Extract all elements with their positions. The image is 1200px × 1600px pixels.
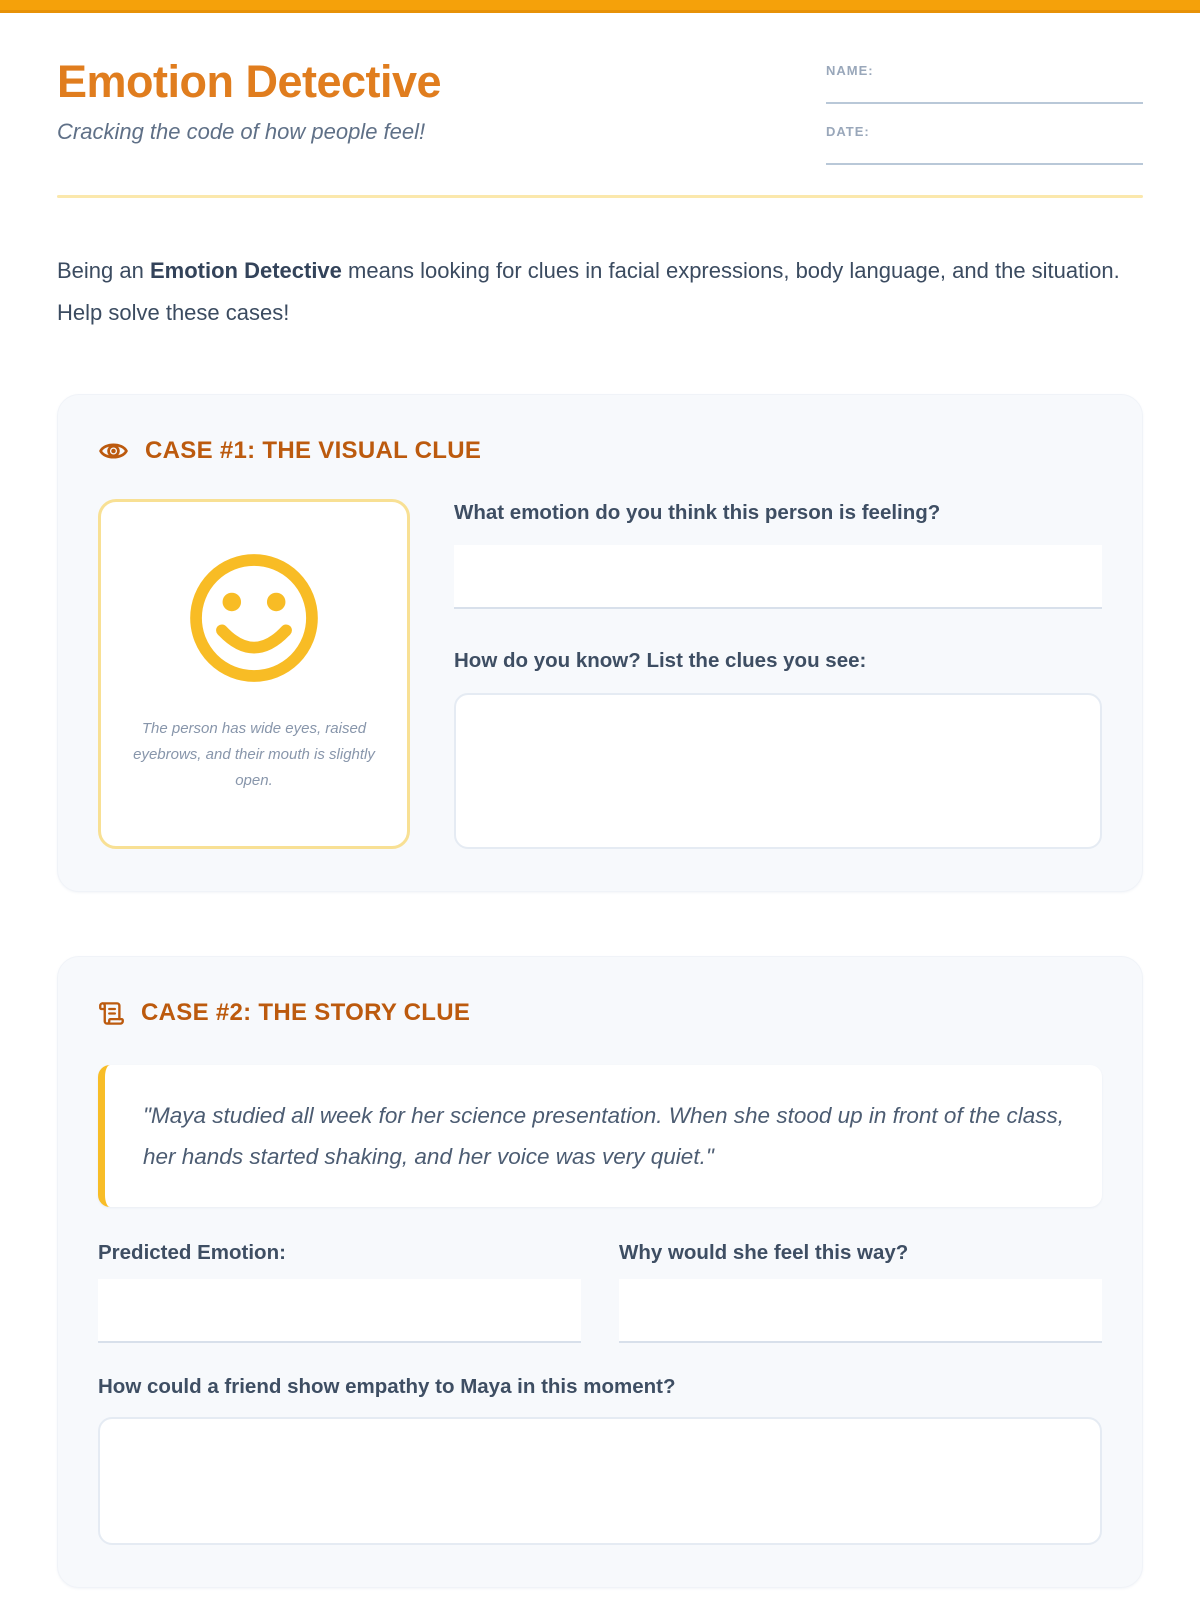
predicted-emotion-group xyxy=(98,1239,581,1343)
predicted-emotion-input[interactable] xyxy=(98,1279,581,1343)
eye-icon xyxy=(98,438,129,464)
case1-title: CASE #1: THE VISUAL CLUE xyxy=(145,437,482,464)
case2-two-column-questions xyxy=(98,1239,1102,1343)
case1-question1-label: What emotion do you think this person is feeling? xyxy=(454,501,941,524)
page-subtitle: Cracking the code of how people feel! xyxy=(57,119,426,144)
empathy-question-label: How could a friend show empathy to Maya in this moment? xyxy=(98,1375,676,1398)
story-quote-box xyxy=(98,1065,1102,1207)
why-feel-group xyxy=(619,1239,1102,1343)
case1-card xyxy=(57,394,1143,892)
name-input[interactable] xyxy=(826,78,1143,104)
date-field-group xyxy=(826,124,1143,165)
why-feel-label: Why would she feel this way? xyxy=(619,1241,909,1264)
top-accent-bar xyxy=(0,0,1200,13)
name-field-group xyxy=(826,63,1143,104)
case1-question2-label: How do you know? List the clues you see: xyxy=(454,649,867,672)
case2-card xyxy=(57,956,1143,1588)
case1-body xyxy=(98,499,1102,849)
smiley-face-icon xyxy=(180,544,328,692)
header-divider xyxy=(57,195,1143,198)
predicted-emotion-label: Predicted Emotion: xyxy=(98,1241,286,1264)
page-title: Emotion Detective xyxy=(57,56,442,107)
scroll-icon xyxy=(98,1000,125,1027)
empathy-textarea[interactable] xyxy=(98,1417,1102,1545)
date-label: DATE: xyxy=(826,124,870,139)
intro-text-before: Being an xyxy=(57,258,150,283)
intro-bold-text: Emotion Detective xyxy=(149,258,342,283)
intro-paragraph xyxy=(57,250,1143,334)
header xyxy=(57,57,1143,165)
worksheet-page xyxy=(0,57,1200,1588)
case2-header xyxy=(98,999,1102,1027)
why-feel-input[interactable] xyxy=(619,1279,1102,1343)
case2-title: CASE #2: THE STORY CLUE xyxy=(141,999,471,1026)
case1-questions xyxy=(454,499,1102,849)
intro-text-after: means looking for clues in facial expressions, body language, and the situation. Help solve these cases! xyxy=(57,258,1120,325)
name-label: NAME: xyxy=(826,63,874,78)
image-caption: The person has wide eyes, raised eyebrows, and their mouth is slightly open. xyxy=(133,720,375,789)
clues-textarea[interactable] xyxy=(454,693,1102,849)
header-title-block xyxy=(57,57,441,165)
story-quote-text: "Maya studied all week for her science presentation. When she stood up in front of the class, her hands started shaking, and her voice was very quiet." xyxy=(143,1103,1064,1169)
student-fields xyxy=(826,57,1143,165)
emotion-answer-input[interactable] xyxy=(454,545,1102,609)
date-input[interactable] xyxy=(826,139,1143,165)
case1-header xyxy=(98,437,1102,465)
emotion-image-card xyxy=(98,499,410,849)
